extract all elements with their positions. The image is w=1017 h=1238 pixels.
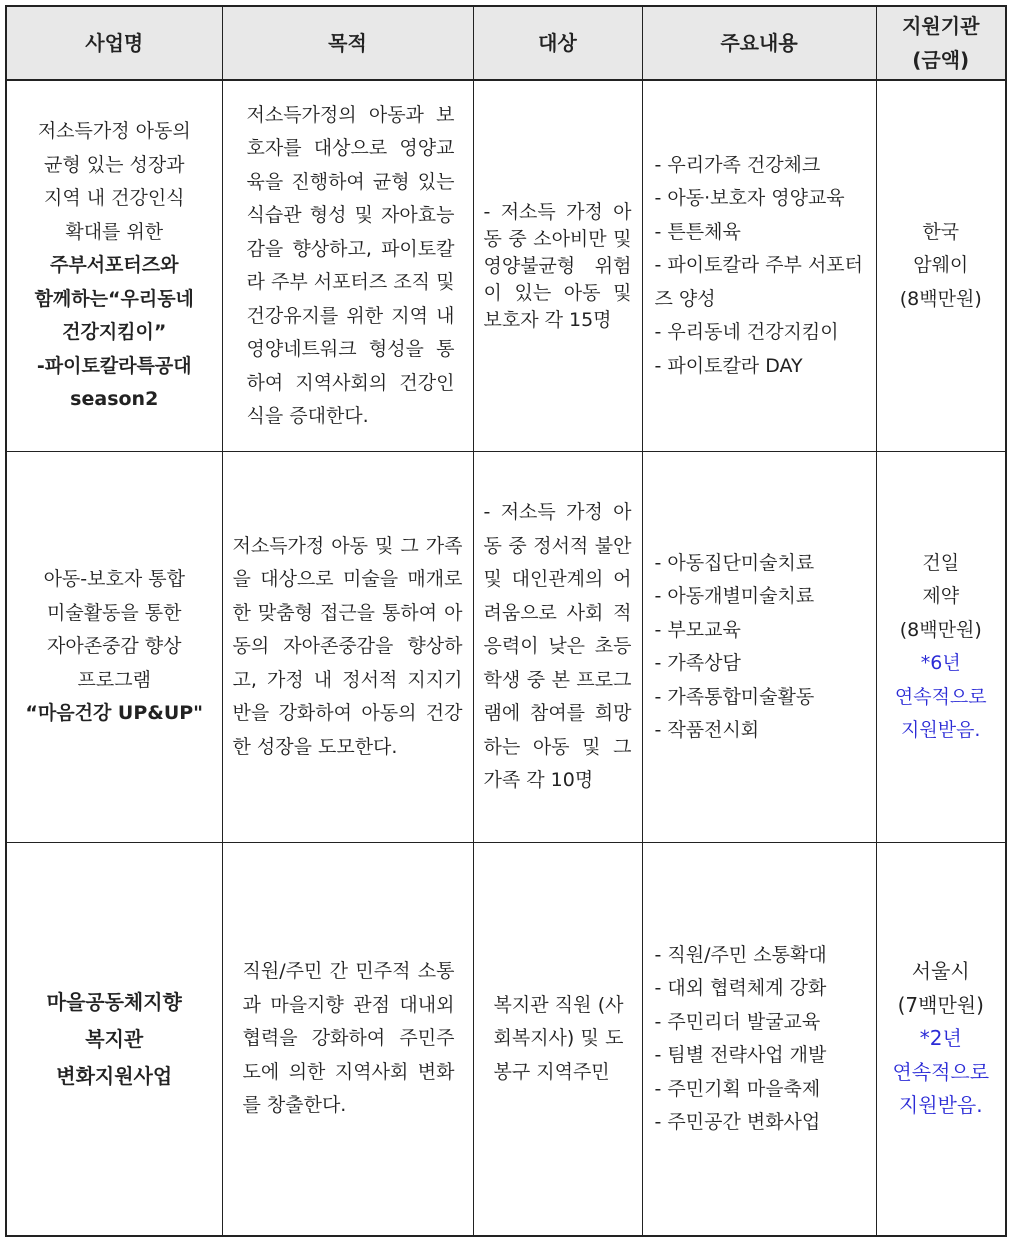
content-item: - 주민공간 변화사업 xyxy=(654,1111,821,1133)
content-item: - 아동·보호자 영양교육 xyxy=(654,187,845,210)
content-item: - 아동개별미술치료 xyxy=(654,585,815,607)
agency-line: 한국 xyxy=(922,220,960,243)
support-programs-table xyxy=(5,5,1007,1237)
program-title-line: “마음건강 UP&UP" xyxy=(25,702,204,725)
agency-note-line: 연속적으로 xyxy=(892,1059,990,1084)
agency-line: 암웨이 xyxy=(913,254,969,277)
content-item: - 우리동네 건강지킴이 xyxy=(654,321,839,344)
target-cell: 복지관 직원 (사회복지사) 및 도봉구 지역주민 xyxy=(473,843,642,1237)
purpose-cell: 저소득가정의 아동과 보호자를 대상으로 영양교육을 진행하여 균형 있는 식습관 형성 및 자아효능감을 향상하고, 파이토칼라 주부 서포터즈 조직 및 건강유지를 위한 지역 내 영양네트워크 형성을 통하여 지역사회의 건강인식을 증대한다. xyxy=(222,80,473,452)
table-row xyxy=(6,843,1006,1237)
content-item: - 튼튼체육 xyxy=(654,220,741,243)
program-name-line: 아동-보호자 통합 xyxy=(43,568,185,591)
program-name-line: 확대를 위한 xyxy=(65,220,164,243)
target-cell: - 저소득 가정 아동 중 정서적 불안 및 대인관계의 어려움으로 사회 적응력이 낮은 초등학생 중 본 프로그램에 참여를 희망하는 아동 및 그 가족 각 10명 xyxy=(473,452,642,843)
program-title-line: 건강지킴이” xyxy=(62,321,167,344)
program-name-line: 자아존중감 향상 xyxy=(46,635,182,658)
agency-note-line: *2년 xyxy=(919,1026,962,1051)
content-item: - 대외 협력체계 강화 xyxy=(654,977,827,999)
agency-note-line: 연속적으로 xyxy=(894,685,987,708)
agency-line: 서울시 xyxy=(911,959,970,984)
content-item: - 아동집단미술치료 xyxy=(654,551,815,574)
header-program-name: 사업명 xyxy=(6,6,222,80)
program-title-line: season2 xyxy=(70,388,159,411)
agency-note-line: *6년 xyxy=(920,652,961,674)
program-name-line: 균형 있는 성장과 xyxy=(43,153,185,176)
header-row xyxy=(6,6,1006,80)
program-name-cell xyxy=(6,843,222,1237)
content-item: - 팀별 전략사업 개발 xyxy=(654,1044,827,1066)
program-title-line: 복지관 xyxy=(85,1026,144,1051)
agency-note-line: 지원받음. xyxy=(898,1093,983,1118)
content-item: - 주민리더 발굴교육 xyxy=(654,1010,821,1033)
agency-cell xyxy=(876,80,1006,452)
content-item: - 가족상담 xyxy=(654,652,741,674)
program-name-cell xyxy=(6,80,222,452)
program-name-line: 미술활동을 통한 xyxy=(46,601,182,624)
agency-line: 건일 xyxy=(922,551,960,574)
agency-cell xyxy=(876,843,1006,1237)
purpose-cell: 저소득가정 아동 및 그 가족을 대상으로 미술을 매개로 한 맞춤형 접근을 통하여 아동의 자아존중감을 향상하고, 가정 내 정서적 지지기반을 강화하여 아동의 건강한 성장을 도모한다. xyxy=(222,452,473,843)
program-name-cell xyxy=(6,452,222,843)
content-item: - 우리가족 건강체크 xyxy=(654,153,821,176)
agency-line: 제약 xyxy=(922,585,960,607)
content-item: - 부모교육 xyxy=(654,618,741,641)
content-item: - 작품전시회 xyxy=(654,719,760,741)
content-cell xyxy=(642,80,876,452)
agency-cell xyxy=(876,452,1006,843)
content-item: - 파이토칼라 DAY xyxy=(654,354,803,377)
program-name-line: 저소득가정 아동의 xyxy=(37,120,191,143)
purpose-cell: 직원/주민 간 민주적 소통과 마을지향 관점 대내외 협력을 강화하여 주민주도에 의한 지역사회 변화를 창출한다. xyxy=(222,843,473,1237)
agency-line: (7백만원) xyxy=(897,992,984,1017)
program-name-line: 프로그램 xyxy=(77,668,151,691)
header-agency: 지원기관 (금액) xyxy=(876,6,1006,80)
content-cell xyxy=(642,452,876,843)
program-title-line: 주부서포터즈와 xyxy=(50,254,179,277)
content-cell xyxy=(642,843,876,1237)
program-title-line: 변화지원사업 xyxy=(56,1063,173,1088)
table-row xyxy=(6,80,1006,452)
header-target: 대상 xyxy=(473,6,642,80)
target-cell: - 저소득 가정 아동 중 소아비만 및 영양불균형 위험이 있는 아동 및 보호자 각 15명 xyxy=(473,80,642,452)
header-purpose: 목적 xyxy=(222,6,473,80)
content-item: - 주민기획 마을축제 xyxy=(654,1077,821,1100)
table-row xyxy=(6,452,1006,843)
program-title-line: 함께하는“우리동네 xyxy=(34,287,194,310)
agency-note-line: 지원받음. xyxy=(901,719,981,741)
program-title-line: 마을공동체지향 xyxy=(46,989,182,1014)
content-item: - 파이토칼라 주부 서포터즈 양성 xyxy=(654,254,864,310)
content-item: - 직원/주민 소통확대 xyxy=(654,943,827,966)
content-item: - 가족통합미술활동 xyxy=(654,685,815,708)
agency-line: (8백만원) xyxy=(899,618,982,641)
program-name-line: 지역 내 건강인식 xyxy=(43,187,185,210)
program-title-line: -파이토칼라특공대 xyxy=(36,354,192,377)
agency-line: (8백만원) xyxy=(899,287,982,310)
header-content: 주요내용 xyxy=(642,6,876,80)
